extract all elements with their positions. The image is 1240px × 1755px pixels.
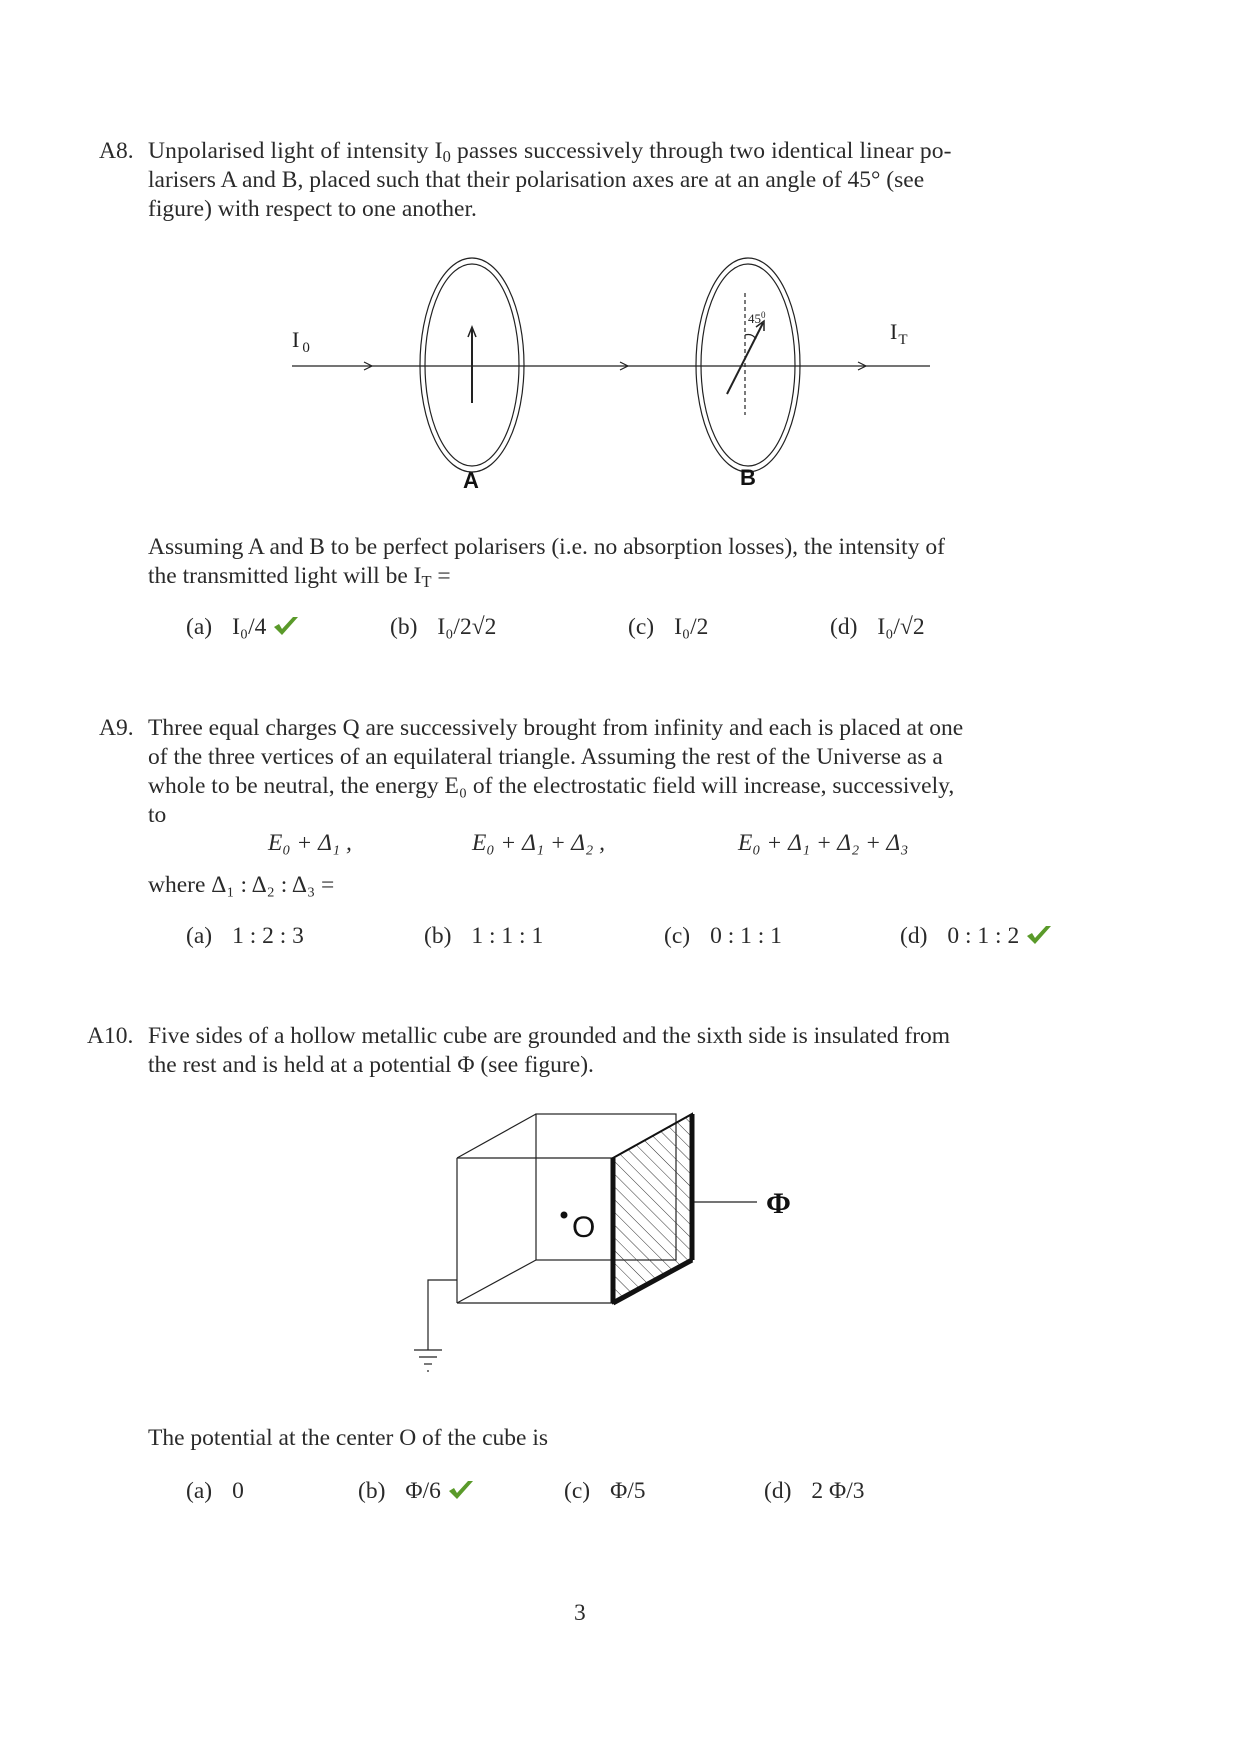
a9-where-line: where Δ₁ : Δ₂ : Δ₃ = [148, 872, 335, 898]
a9-option-a: (a) 1 : 2 : 3 [186, 923, 304, 949]
a10-option-b: (b) Φ/6 [358, 1478, 475, 1505]
a8-text-line-2: larisers A and B, placed such that their polarisation axes are at an angle of 45° (see [148, 167, 925, 193]
polariser-b-axis [727, 323, 763, 394]
a10-after-line-1: The potential at the center O of the cube is [148, 1425, 548, 1451]
a9-equation-3: E₀ + Δ₁ + Δ₂ + Δ₃ [738, 830, 909, 856]
a9-text-line-1: Three equal charges Q are successively brought from infinity and each is placed at one [148, 715, 964, 741]
a10-option-c: (c) Φ/5 [564, 1478, 646, 1504]
a9-text-line-2: of the three vertices of an equilateral triangle. Assuming the rest of the Universe as a [148, 744, 943, 770]
a9-option-b: (b) 1 : 1 : 1 [424, 923, 544, 949]
check-icon [447, 1478, 475, 1502]
a8-option-a: (a) I₀/4 [186, 614, 300, 641]
ground-wire [428, 1280, 457, 1350]
cube-edge-bottom-left [457, 1260, 536, 1303]
insulated-face [613, 1114, 692, 1303]
a8-text-line-1: Unpolarised light of intensity $I_0$ passes successively through two identical linear po- [148, 138, 952, 167]
check-icon [272, 614, 300, 638]
cube-figure [400, 1100, 820, 1390]
angle-label: $45^0$ [748, 310, 766, 326]
polariser-a-label: A [463, 468, 479, 493]
a8-option-b: (b) I₀/2√2 [390, 614, 497, 640]
question-number-a9: A9. [99, 715, 134, 741]
potential-label: Φ [766, 1187, 791, 1220]
a8-option-d: (d) I₀/√2 [830, 614, 925, 640]
page-number: 3 [574, 1600, 586, 1626]
cube-edge-top-left [457, 1114, 536, 1158]
a10-text-line-2: the rest and is held at a potential Φ (see figure). [148, 1052, 594, 1078]
polariser-b-outer [696, 258, 800, 472]
a8-after-line-1: Assuming A and B to be perfect polarisers (i.e. no absorption losses), the intensity of [148, 534, 945, 560]
a9-option-d: (d) 0 : 1 : 2 [900, 923, 1053, 950]
center-point [561, 1212, 568, 1219]
output-intensity-label: $I_T$ [890, 319, 908, 348]
polariser-figure [280, 255, 940, 495]
a8-text-line-3: figure) with respect to one another. [148, 196, 477, 222]
question-number-a8: A8. [99, 138, 134, 164]
polariser-b-label: B [740, 465, 756, 490]
center-label: O [572, 1211, 596, 1244]
input-intensity-label: I $_0$ [292, 327, 310, 356]
polariser-b-inner [701, 264, 795, 466]
a9-text-line-4: to [148, 802, 167, 828]
a10-option-d: (d) 2 Φ/3 [764, 1478, 865, 1504]
a8-after-line-2: the transmitted light will be $I_T$ = [148, 563, 451, 592]
a10-option-a: (a) 0 [186, 1478, 244, 1504]
a10-text-line-1: Five sides of a hollow metallic cube are grounded and the sixth side is insulated from [148, 1023, 951, 1049]
a9-option-c: (c) 0 : 1 : 1 [664, 923, 782, 949]
a9-text-line-3: whole to be neutral, the energy E₀ of the electrostatic field will increase, successively, [148, 773, 955, 799]
a9-equation-2: E₀ + Δ₁ + Δ₂ , [472, 830, 605, 856]
a8-option-c: (c) I₀/2 [628, 614, 709, 640]
question-number-a10: A10. [87, 1023, 134, 1049]
check-icon [1025, 923, 1053, 947]
a9-equation-1: E₀ + Δ₁ , [268, 830, 352, 856]
